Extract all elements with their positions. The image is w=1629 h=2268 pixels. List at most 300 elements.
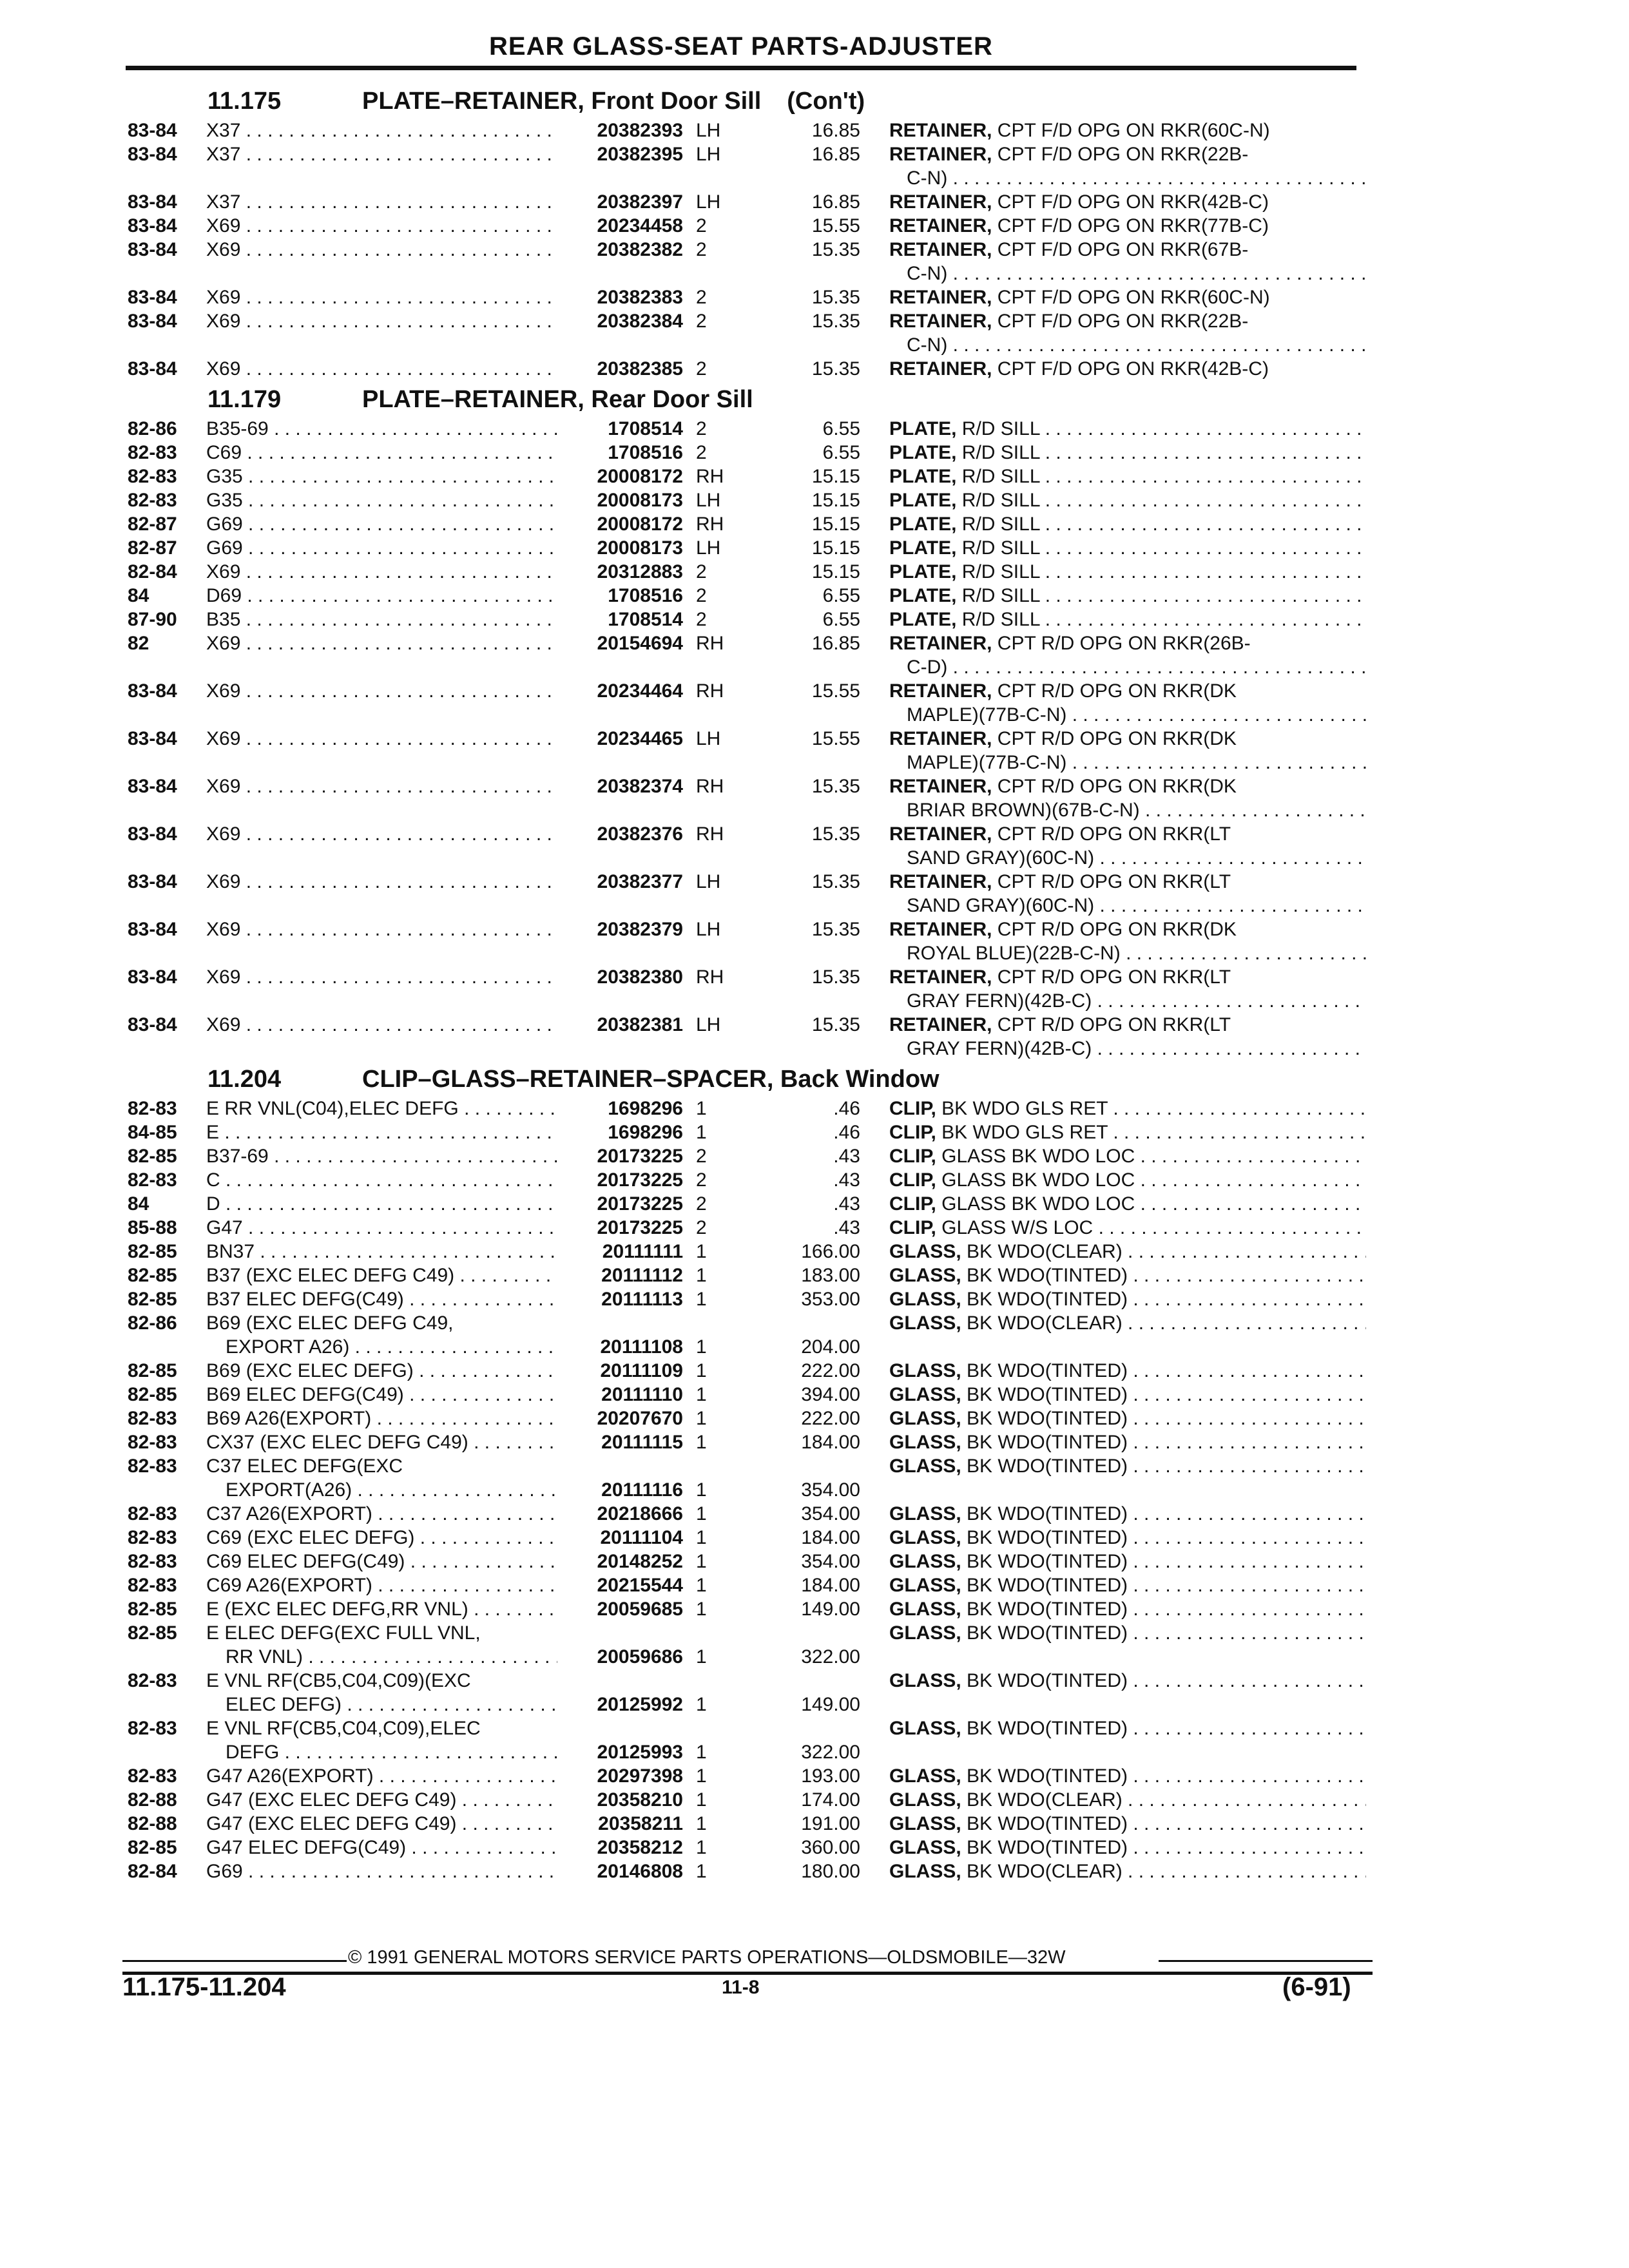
entry-line — [0, 488, 1629, 512]
quantity: LH — [696, 120, 721, 141]
part-type: GLASS, — [889, 1551, 961, 1572]
part-description-text: BK WDO(TINTED) — [967, 1360, 1128, 1381]
part-description-text: GLASS BK WDO LOC — [941, 1169, 1135, 1191]
part-description-text: BK WDO(TINTED) — [967, 1289, 1128, 1310]
model-years: 82-85 — [128, 1384, 177, 1405]
part-description-text: C-N) — [907, 168, 948, 189]
model-description: G35 . . . — [206, 465, 557, 488]
entry-line — [0, 1430, 1629, 1454]
part-number: 1698296 — [608, 1098, 683, 1119]
price: 15.35 — [811, 966, 860, 988]
part-description — [889, 870, 1366, 894]
entry-line — [0, 1669, 1629, 1693]
part-type: RETAINER, — [889, 919, 992, 940]
part-type: GLASS, — [889, 1670, 961, 1691]
model-description: E VNL RF(CB5,C04,C09),ELEC — [206, 1718, 481, 1739]
part-number: 20234465 — [597, 728, 683, 749]
quantity: RH — [696, 823, 724, 845]
model-description: X37 . . . — [206, 190, 557, 214]
part-number: 20382380 — [597, 966, 683, 988]
part-entry — [0, 1430, 1629, 1454]
part-type: PLATE, — [889, 490, 957, 511]
part-entry — [0, 536, 1629, 560]
part-description-text: CPT R/D OPG ON RKR(DK — [997, 728, 1237, 749]
model-description: X69 . . . — [206, 870, 557, 894]
part-type: GLASS, — [889, 1718, 961, 1739]
model-description: C69 ELEC DEFG(C49) . . . — [206, 1550, 557, 1573]
model-years: 84-85 — [128, 1122, 177, 1143]
part-description — [889, 1454, 1366, 1478]
quantity: 2 — [696, 609, 707, 630]
part-description-text: CPT F/D OPG ON RKR(42B-C) — [997, 191, 1269, 213]
model-years: 82-85 — [128, 1289, 177, 1310]
model-description: G35 . . . — [206, 488, 557, 512]
model-years: 83-84 — [128, 239, 177, 260]
part-number: 20382374 — [597, 776, 683, 797]
footer-rule-bottom — [122, 1972, 1373, 1975]
part-description — [889, 142, 1366, 166]
price: .43 — [833, 1217, 860, 1238]
part-description-text: BK WDO(TINTED) — [967, 1670, 1128, 1691]
model-description: C69 (EXC ELEC DEFG) . . . — [206, 1526, 557, 1550]
part-entry — [0, 190, 1629, 214]
entry-line — [0, 1716, 1629, 1740]
part-description-text: SAND GRAY)(60C-N) — [907, 895, 1095, 916]
price: 6.55 — [822, 418, 860, 439]
quantity: 2 — [696, 1169, 707, 1191]
model-years: 82-83 — [128, 1432, 177, 1453]
quantity: 1 — [696, 1742, 707, 1763]
quantity: 1 — [696, 1408, 707, 1429]
model-description: G47 ELEC DEFG(C49) . . . — [206, 1836, 557, 1860]
quantity: 1 — [696, 1289, 707, 1310]
part-type: GLASS, — [889, 1765, 961, 1787]
part-description — [907, 846, 1366, 870]
model-years: 82-88 — [128, 1789, 177, 1811]
part-entry — [0, 1383, 1629, 1407]
part-description — [907, 333, 1366, 357]
price: 15.35 — [811, 919, 860, 940]
part-entry — [0, 1097, 1629, 1120]
quantity: 2 — [696, 1146, 707, 1167]
quantity: LH — [696, 490, 721, 511]
model-description: X69 . . . — [206, 357, 557, 381]
part-type: PLATE, — [889, 537, 957, 559]
part-description-text: BK WDO(TINTED) — [967, 1599, 1128, 1620]
price: 166.00 — [801, 1241, 860, 1262]
model-description: X69 . . . — [206, 679, 557, 703]
model-description: ELEC DEFG) . . . — [226, 1693, 557, 1716]
footer-rule-left — [122, 1960, 347, 1962]
price: 184.00 — [801, 1432, 860, 1453]
entry-line — [0, 238, 1629, 262]
entry-line — [0, 870, 1629, 894]
entry-line — [0, 1407, 1629, 1430]
part-description — [889, 214, 1366, 238]
model-description: G69 . . . — [206, 536, 557, 560]
part-description — [889, 1860, 1366, 1883]
model-years: 82-83 — [128, 1456, 177, 1477]
part-number: 20125992 — [597, 1694, 683, 1715]
quantity: LH — [696, 537, 721, 559]
model-description: G47 (EXC ELEC DEFG C49) . . . — [206, 1812, 557, 1836]
part-entry — [0, 1764, 1629, 1788]
entry-line — [0, 214, 1629, 238]
part-entry — [0, 1788, 1629, 1812]
part-entry — [0, 1407, 1629, 1430]
price: .43 — [833, 1193, 860, 1215]
quantity: 1 — [696, 1503, 707, 1524]
part-description-text: R/D SILL — [961, 490, 1040, 511]
part-description — [907, 703, 1366, 727]
part-number: 20154694 — [597, 633, 683, 654]
model-years: 83-84 — [128, 215, 177, 236]
part-description-text: BRIAR BROWN)(67B-C-N) — [907, 800, 1140, 821]
part-description-text: CPT R/D OPG ON RKR(LT — [997, 966, 1231, 988]
part-description-text: CPT F/D OPG ON RKR(67B- — [997, 239, 1249, 260]
quantity: 2 — [696, 311, 707, 332]
part-description-text: BK WDO(CLEAR) — [967, 1861, 1123, 1882]
part-type: GLASS, — [889, 1861, 961, 1882]
part-type: CLIP, — [889, 1098, 936, 1119]
part-number: 1708516 — [608, 442, 683, 463]
part-entry — [0, 774, 1629, 822]
model-description: B69 (EXC ELEC DEFG C49, — [206, 1312, 454, 1334]
part-number: 20173225 — [597, 1217, 683, 1238]
part-entry — [0, 1216, 1629, 1240]
section-title-text: PLATE–RETAINER, Front Door Sill — [362, 88, 762, 115]
section-title-text: CLIP–GLASS–RETAINER–SPACER, Back Window — [362, 1066, 940, 1093]
part-entry — [0, 1311, 1629, 1359]
part-description — [889, 1013, 1366, 1037]
price: .46 — [833, 1098, 860, 1119]
part-description — [889, 441, 1366, 465]
model-description: X69 . . . — [206, 238, 557, 262]
part-description-text: BK WDO(CLEAR) — [967, 1789, 1123, 1811]
entry-line — [0, 190, 1629, 214]
part-entry — [0, 1621, 1629, 1669]
part-type: PLATE, — [889, 609, 957, 630]
part-entry — [0, 822, 1629, 870]
model-years: 83-84 — [128, 358, 177, 380]
part-type: PLATE, — [889, 514, 957, 535]
entry-line — [0, 1812, 1629, 1836]
model-years: 83-84 — [128, 919, 177, 940]
part-description-text: R/D SILL — [961, 609, 1040, 630]
part-description-text: R/D SILL — [961, 514, 1040, 535]
model-years: 83-84 — [128, 776, 177, 797]
model-years: 83-84 — [128, 287, 177, 308]
part-type: RETAINER, — [889, 823, 992, 845]
part-description — [889, 512, 1366, 536]
part-type: GLASS, — [889, 1408, 961, 1429]
quantity: 1 — [696, 1527, 707, 1548]
entry-line — [0, 262, 1629, 285]
part-type: GLASS, — [889, 1599, 961, 1620]
part-description — [889, 1120, 1366, 1144]
entry-line — [0, 703, 1629, 727]
quantity: 1 — [696, 1098, 707, 1119]
quantity: 1 — [696, 1789, 707, 1811]
part-description — [889, 1573, 1366, 1597]
model-description: X69 . . . — [206, 774, 557, 798]
model-years: 83-84 — [128, 728, 177, 749]
entry-line — [0, 1645, 1629, 1669]
part-entry — [0, 441, 1629, 465]
part-type: GLASS, — [889, 1312, 961, 1334]
part-description-text: R/D SILL — [961, 442, 1040, 463]
part-entry — [0, 1454, 1629, 1502]
entry-line — [0, 608, 1629, 631]
price: 174.00 — [801, 1789, 860, 1811]
part-number: 20111113 — [601, 1289, 683, 1310]
model-description: RR VNL) . . . — [226, 1645, 557, 1669]
model-years: 82-86 — [128, 418, 177, 439]
part-type: CLIP, — [889, 1146, 936, 1167]
entry-line — [0, 822, 1629, 846]
part-description-text: CPT R/D OPG ON RKR(DK — [997, 776, 1237, 797]
part-entry — [0, 488, 1629, 512]
price: 15.35 — [811, 311, 860, 332]
part-number: 20234458 — [597, 215, 683, 236]
part-type: GLASS, — [889, 1265, 961, 1286]
part-description — [889, 1311, 1366, 1335]
part-type: RETAINER, — [889, 239, 992, 260]
model-description: EXPORT A26) . . . — [226, 1335, 557, 1359]
model-description: E . . . — [206, 1120, 557, 1144]
section-heading — [0, 1061, 1629, 1097]
part-type: GLASS, — [889, 1289, 961, 1310]
part-description-text: BK WDO(TINTED) — [967, 1551, 1128, 1572]
quantity: 1 — [696, 1694, 707, 1715]
part-description — [889, 488, 1366, 512]
model-years: 82-85 — [128, 1622, 177, 1644]
entry-line — [0, 1693, 1629, 1716]
price: 191.00 — [801, 1813, 860, 1834]
part-type: PLATE, — [889, 418, 957, 439]
part-description — [889, 560, 1366, 584]
price: 15.15 — [811, 514, 860, 535]
part-number: 20297398 — [597, 1765, 683, 1787]
part-description-text: CPT R/D OPG ON RKR(DK — [997, 680, 1237, 702]
part-entry — [0, 357, 1629, 381]
price: 322.00 — [801, 1646, 860, 1667]
entry-line — [0, 1764, 1629, 1788]
part-entry — [0, 727, 1629, 774]
part-entry — [0, 238, 1629, 285]
entry-line — [0, 1788, 1629, 1812]
footer-section-range: 11.175-11.204 — [122, 1973, 286, 2001]
part-description — [889, 631, 1366, 655]
part-description — [889, 679, 1366, 703]
model-description: D . . . — [206, 1192, 557, 1216]
entry-line — [0, 285, 1629, 309]
model-years: 83-84 — [128, 966, 177, 988]
part-number: 20125993 — [597, 1742, 683, 1763]
entry-line — [0, 918, 1629, 941]
part-number: 20234464 — [597, 680, 683, 702]
entry-line — [0, 1311, 1629, 1335]
model-years: 82-85 — [128, 1265, 177, 1286]
part-type: PLATE, — [889, 442, 957, 463]
part-type: CLIP, — [889, 1217, 936, 1238]
model-years: 82-83 — [128, 1551, 177, 1572]
part-entry — [0, 309, 1629, 357]
entry-line — [0, 309, 1629, 333]
part-description — [889, 1287, 1366, 1311]
model-description: C37 ELEC DEFG(EXC — [206, 1456, 403, 1477]
model-years: 82-84 — [128, 561, 177, 582]
price: 184.00 — [801, 1575, 860, 1596]
section-number: 11.204 — [207, 1066, 282, 1093]
price: 16.85 — [811, 144, 860, 165]
price: 15.35 — [811, 358, 860, 380]
model-years: 83-84 — [128, 311, 177, 332]
entry-line — [0, 965, 1629, 989]
entry-line — [0, 798, 1629, 822]
price: 15.35 — [811, 1014, 860, 1035]
part-description — [889, 822, 1366, 846]
model-years: 82-85 — [128, 1241, 177, 1262]
part-number: 20382379 — [597, 919, 683, 940]
entry-line — [0, 1264, 1629, 1287]
model-years: 82-84 — [128, 1861, 177, 1882]
price: 16.85 — [811, 120, 860, 141]
entry-line — [0, 465, 1629, 488]
part-entry — [0, 631, 1629, 679]
part-entry — [0, 1502, 1629, 1526]
model-description: X69 . . . — [206, 727, 557, 751]
section-heading — [0, 381, 1629, 417]
part-type: RETAINER, — [889, 120, 992, 141]
part-number: 20215544 — [597, 1575, 683, 1596]
part-entry — [0, 965, 1629, 1013]
model-years: 82-83 — [128, 442, 177, 463]
quantity: RH — [696, 776, 724, 797]
entry-line — [0, 1335, 1629, 1359]
part-description — [889, 1502, 1366, 1526]
price: 149.00 — [801, 1599, 860, 1620]
part-entry — [0, 142, 1629, 190]
part-description-text: CPT F/D OPG ON RKR(60C-N) — [997, 120, 1270, 141]
part-description-text: CPT F/D OPG ON RKR(22B- — [997, 144, 1249, 165]
price: 6.55 — [822, 609, 860, 630]
model-description: B37-69 . . . — [206, 1144, 557, 1168]
part-description-text: CPT R/D OPG ON RKR(26B- — [997, 633, 1251, 654]
entry-line — [0, 1597, 1629, 1621]
model-description: E ELEC DEFG(EXC FULL VNL, — [206, 1622, 481, 1644]
part-entry — [0, 1144, 1629, 1168]
model-years: 82-83 — [128, 1098, 177, 1119]
model-years: 82 — [128, 633, 149, 654]
part-type: RETAINER, — [889, 680, 992, 702]
model-description: B69 (EXC ELEC DEFG) . . . — [206, 1359, 557, 1383]
quantity: LH — [696, 1014, 721, 1035]
part-entry — [0, 1168, 1629, 1192]
model-description: X69 . . . — [206, 285, 557, 309]
model-years: 83-84 — [128, 871, 177, 892]
model-description: G69 . . . — [206, 1860, 557, 1883]
model-years: 82-88 — [128, 1813, 177, 1834]
part-number: 1708514 — [608, 609, 683, 630]
part-type: CLIP, — [889, 1169, 936, 1191]
entry-line — [0, 1013, 1629, 1037]
part-description-text: CPT F/D OPG ON RKR(77B-C) — [997, 215, 1269, 236]
model-description: C . . . — [206, 1168, 557, 1192]
price: 222.00 — [801, 1408, 860, 1429]
model-years: 82-85 — [128, 1837, 177, 1858]
price: .43 — [833, 1169, 860, 1191]
part-description-text: CPT R/D OPG ON RKR(LT — [997, 823, 1231, 845]
part-number: 20382397 — [597, 191, 683, 213]
part-number: 20382383 — [597, 287, 683, 308]
price: 15.35 — [811, 871, 860, 892]
part-number: 1708516 — [608, 585, 683, 606]
entry-line — [0, 1144, 1629, 1168]
model-description: X37 . . . — [206, 119, 557, 142]
part-entry — [0, 1359, 1629, 1383]
part-description — [889, 1097, 1366, 1120]
quantity: RH — [696, 633, 724, 654]
part-description-text: C-D) — [907, 657, 948, 678]
part-description-text: BK WDO GLS RET — [941, 1098, 1108, 1119]
model-years: 82-87 — [128, 514, 177, 535]
part-entry — [0, 1812, 1629, 1836]
price: 149.00 — [801, 1694, 860, 1715]
part-type: GLASS, — [889, 1789, 961, 1811]
price: 184.00 — [801, 1527, 860, 1548]
part-entry — [0, 608, 1629, 631]
part-description — [889, 1168, 1366, 1192]
part-description-text: MAPLE)(77B-C-N) — [907, 752, 1067, 773]
price: .46 — [833, 1122, 860, 1143]
part-description-text: BK WDO(TINTED) — [967, 1527, 1128, 1548]
part-number: 20207670 — [597, 1408, 683, 1429]
part-description-text: R/D SILL — [961, 537, 1040, 559]
part-description-text: SAND GRAY)(60C-N) — [907, 847, 1095, 869]
part-number: 20111112 — [601, 1265, 683, 1286]
part-description — [889, 1407, 1366, 1430]
entry-line — [0, 119, 1629, 142]
model-years: 83-84 — [128, 823, 177, 845]
part-number: 20382377 — [597, 871, 683, 892]
model-description: X69 . . . — [206, 309, 557, 333]
part-type: PLATE, — [889, 561, 957, 582]
model-years: 82-85 — [128, 1360, 177, 1381]
section-heading — [0, 82, 1629, 119]
price: 222.00 — [801, 1360, 860, 1381]
part-description — [889, 1383, 1366, 1407]
model-description: E VNL RF(CB5,C04,C09)(EXC — [206, 1670, 471, 1691]
entry-line — [0, 1502, 1629, 1526]
entry-line — [0, 846, 1629, 870]
model-description: B69 ELEC DEFG(C49) . . . — [206, 1383, 557, 1407]
part-description-text: CPT R/D OPG ON RKR(LT — [997, 1014, 1231, 1035]
model-years: 83-84 — [128, 1014, 177, 1035]
model-description: G47 . . . — [206, 1216, 557, 1240]
entry-line — [0, 1478, 1629, 1502]
model-description: BN37 . . . — [206, 1240, 557, 1264]
quantity: 1 — [696, 1265, 707, 1286]
part-description — [889, 285, 1366, 309]
entry-line — [0, 1192, 1629, 1216]
model-description: CX37 (EXC ELEC DEFG C49) . . . — [206, 1430, 557, 1454]
part-entry — [0, 1526, 1629, 1550]
model-description: G69 . . . — [206, 512, 557, 536]
part-description — [889, 309, 1366, 333]
model-description: EXPORT(A26) . . . — [226, 1478, 557, 1502]
model-years: 83-84 — [128, 120, 177, 141]
